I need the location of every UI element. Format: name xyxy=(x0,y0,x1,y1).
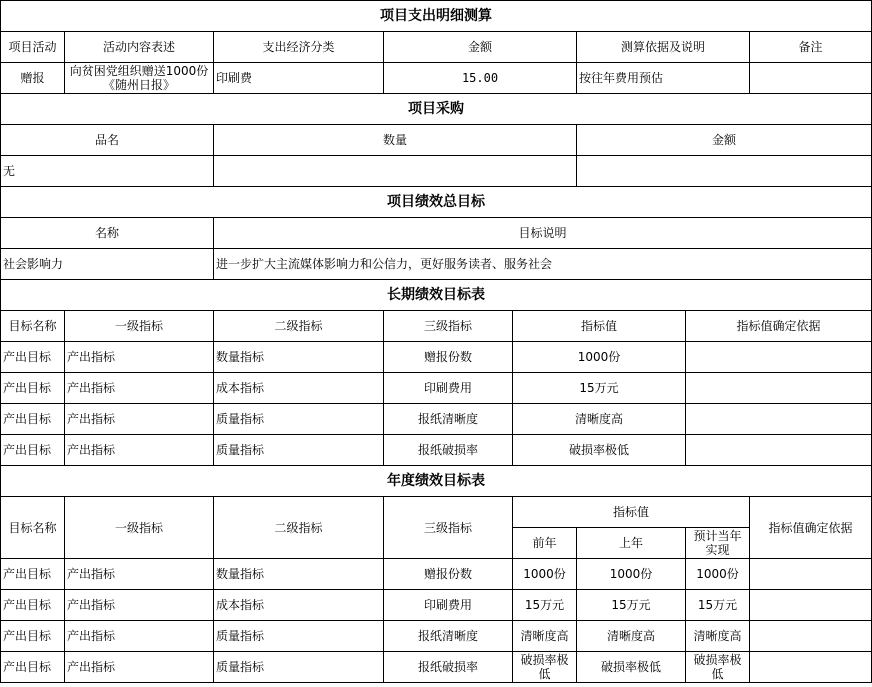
expense-amount: 15.00 xyxy=(384,63,577,94)
annual-row xyxy=(1,621,872,652)
annual-title-row xyxy=(1,466,872,497)
longterm-l3: 报纸清晰度 xyxy=(384,404,513,435)
annual-l2: 成本指标 xyxy=(214,590,384,621)
annual-prev1: 清晰度高 xyxy=(577,621,686,652)
annual-basis xyxy=(750,652,872,683)
procurement-header-amount: 金额 xyxy=(577,125,872,156)
annual-prev2: 破损率极低 xyxy=(513,652,577,683)
longterm-title-row xyxy=(1,280,872,311)
longterm-target: 产出目标 xyxy=(1,404,65,435)
overall-desc: 进一步扩大主流媒体影响力和公信力，更好服务读者、服务社会 xyxy=(214,249,872,280)
longterm-target: 产出目标 xyxy=(1,435,65,466)
expense-title-row xyxy=(1,1,872,32)
longterm-l2: 质量指标 xyxy=(214,435,384,466)
annual-header-expected: 预计当年实现 xyxy=(686,528,750,559)
expense-activity: 赠报 xyxy=(1,63,65,94)
annual-basis xyxy=(750,559,872,590)
annual-header-l1: 一级指标 xyxy=(65,497,214,559)
annual-header-prev2: 前年 xyxy=(513,528,577,559)
procurement-header-qty: 数量 xyxy=(214,125,577,156)
expense-header-category: 支出经济分类 xyxy=(214,32,384,63)
longterm-header-l3: 三级指标 xyxy=(384,311,513,342)
annual-row xyxy=(1,652,872,683)
annual-l1: 产出指标 xyxy=(65,559,214,590)
expense-header-amount: 金额 xyxy=(384,32,577,63)
annual-l3: 印刷费用 xyxy=(384,590,513,621)
longterm-l2: 质量指标 xyxy=(214,404,384,435)
overall-header-desc: 目标说明 xyxy=(214,218,872,249)
annual-expected: 破损率极低 xyxy=(686,652,750,683)
procurement-title: 项目采购 xyxy=(1,94,872,125)
procurement-row xyxy=(1,156,872,187)
longterm-l2: 成本指标 xyxy=(214,373,384,404)
procurement-amount xyxy=(577,156,872,187)
longterm-l1: 产出指标 xyxy=(65,342,214,373)
procurement-header-name: 品名 xyxy=(1,125,214,156)
annual-l2: 质量指标 xyxy=(214,652,384,683)
expense-category: 印刷费 xyxy=(214,63,384,94)
annual-row xyxy=(1,590,872,621)
longterm-row xyxy=(1,373,872,404)
annual-prev2: 1000份 xyxy=(513,559,577,590)
expense-content: 向贫困党组织赠送1000份《随州日报》 xyxy=(65,63,214,94)
longterm-l3: 印刷费用 xyxy=(384,373,513,404)
longterm-l2: 数量指标 xyxy=(214,342,384,373)
expense-note xyxy=(750,63,872,94)
annual-target: 产出目标 xyxy=(1,559,65,590)
longterm-row xyxy=(1,435,872,466)
expense-header-basis: 测算依据及说明 xyxy=(577,32,750,63)
longterm-header-value: 指标值 xyxy=(513,311,686,342)
expense-title: 项目支出明细测算 xyxy=(1,1,872,32)
annual-expected: 1000份 xyxy=(686,559,750,590)
longterm-basis xyxy=(686,342,872,373)
longterm-target: 产出目标 xyxy=(1,342,65,373)
annual-basis xyxy=(750,621,872,652)
longterm-header-target: 目标名称 xyxy=(1,311,65,342)
annual-prev1: 1000份 xyxy=(577,559,686,590)
longterm-title: 长期绩效目标表 xyxy=(1,280,872,311)
annual-title: 年度绩效目标表 xyxy=(1,466,872,497)
annual-target: 产出目标 xyxy=(1,590,65,621)
annual-prev2: 15万元 xyxy=(513,590,577,621)
overall-header-name: 名称 xyxy=(1,218,214,249)
annual-l3: 赠报份数 xyxy=(384,559,513,590)
longterm-l1: 产出指标 xyxy=(65,435,214,466)
annual-header-l3: 三级指标 xyxy=(384,497,513,559)
overall-name: 社会影响力 xyxy=(1,249,214,280)
annual-header-basis: 指标值确定依据 xyxy=(750,497,872,559)
longterm-value: 清晰度高 xyxy=(513,404,686,435)
annual-header-target: 目标名称 xyxy=(1,497,65,559)
annual-expected: 15万元 xyxy=(686,590,750,621)
expense-header-activity: 项目活动 xyxy=(1,32,65,63)
procurement-header-row xyxy=(1,125,872,156)
annual-header-prev1: 上年 xyxy=(577,528,686,559)
longterm-row xyxy=(1,342,872,373)
longterm-l3: 赠报份数 xyxy=(384,342,513,373)
longterm-header-l1: 一级指标 xyxy=(65,311,214,342)
overall-row xyxy=(1,249,872,280)
longterm-header-l2: 二级指标 xyxy=(214,311,384,342)
longterm-value: 破损率极低 xyxy=(513,435,686,466)
expense-header-row xyxy=(1,32,872,63)
annual-l1: 产出指标 xyxy=(65,652,214,683)
expense-basis: 按往年费用预估 xyxy=(577,63,750,94)
longterm-basis xyxy=(686,373,872,404)
procurement-name: 无 xyxy=(1,156,214,187)
annual-prev1: 破损率极低 xyxy=(577,652,686,683)
longterm-header-basis: 指标值确定依据 xyxy=(686,311,872,342)
annual-prev1: 15万元 xyxy=(577,590,686,621)
longterm-basis xyxy=(686,404,872,435)
annual-l1: 产出指标 xyxy=(65,621,214,652)
annual-l3: 报纸破损率 xyxy=(384,652,513,683)
longterm-l1: 产出指标 xyxy=(65,373,214,404)
annual-l2: 数量指标 xyxy=(214,559,384,590)
annual-header-value: 指标值 xyxy=(513,497,750,528)
longterm-value: 1000份 xyxy=(513,342,686,373)
expense-row xyxy=(1,63,872,94)
annual-row xyxy=(1,559,872,590)
annual-target: 产出目标 xyxy=(1,621,65,652)
procurement-title-row xyxy=(1,94,872,125)
longterm-l3: 报纸破损率 xyxy=(384,435,513,466)
longterm-row xyxy=(1,404,872,435)
expense-header-note: 备注 xyxy=(750,32,872,63)
annual-header-l2: 二级指标 xyxy=(214,497,384,559)
overall-header-row xyxy=(1,218,872,249)
procurement-qty xyxy=(214,156,577,187)
expense-header-content: 活动内容表述 xyxy=(65,32,214,63)
longterm-target: 产出目标 xyxy=(1,373,65,404)
longterm-header-row xyxy=(1,311,872,342)
annual-l2: 质量指标 xyxy=(214,621,384,652)
annual-header-row xyxy=(1,497,872,528)
annual-l1: 产出指标 xyxy=(65,590,214,621)
annual-target: 产出目标 xyxy=(1,652,65,683)
annual-l3: 报纸清晰度 xyxy=(384,621,513,652)
overall-title: 项目绩效总目标 xyxy=(1,187,872,218)
longterm-l1: 产出指标 xyxy=(65,404,214,435)
overall-title-row xyxy=(1,187,872,218)
longterm-basis xyxy=(686,435,872,466)
longterm-value: 15万元 xyxy=(513,373,686,404)
annual-prev2: 清晰度高 xyxy=(513,621,577,652)
annual-basis xyxy=(750,590,872,621)
annual-expected: 清晰度高 xyxy=(686,621,750,652)
